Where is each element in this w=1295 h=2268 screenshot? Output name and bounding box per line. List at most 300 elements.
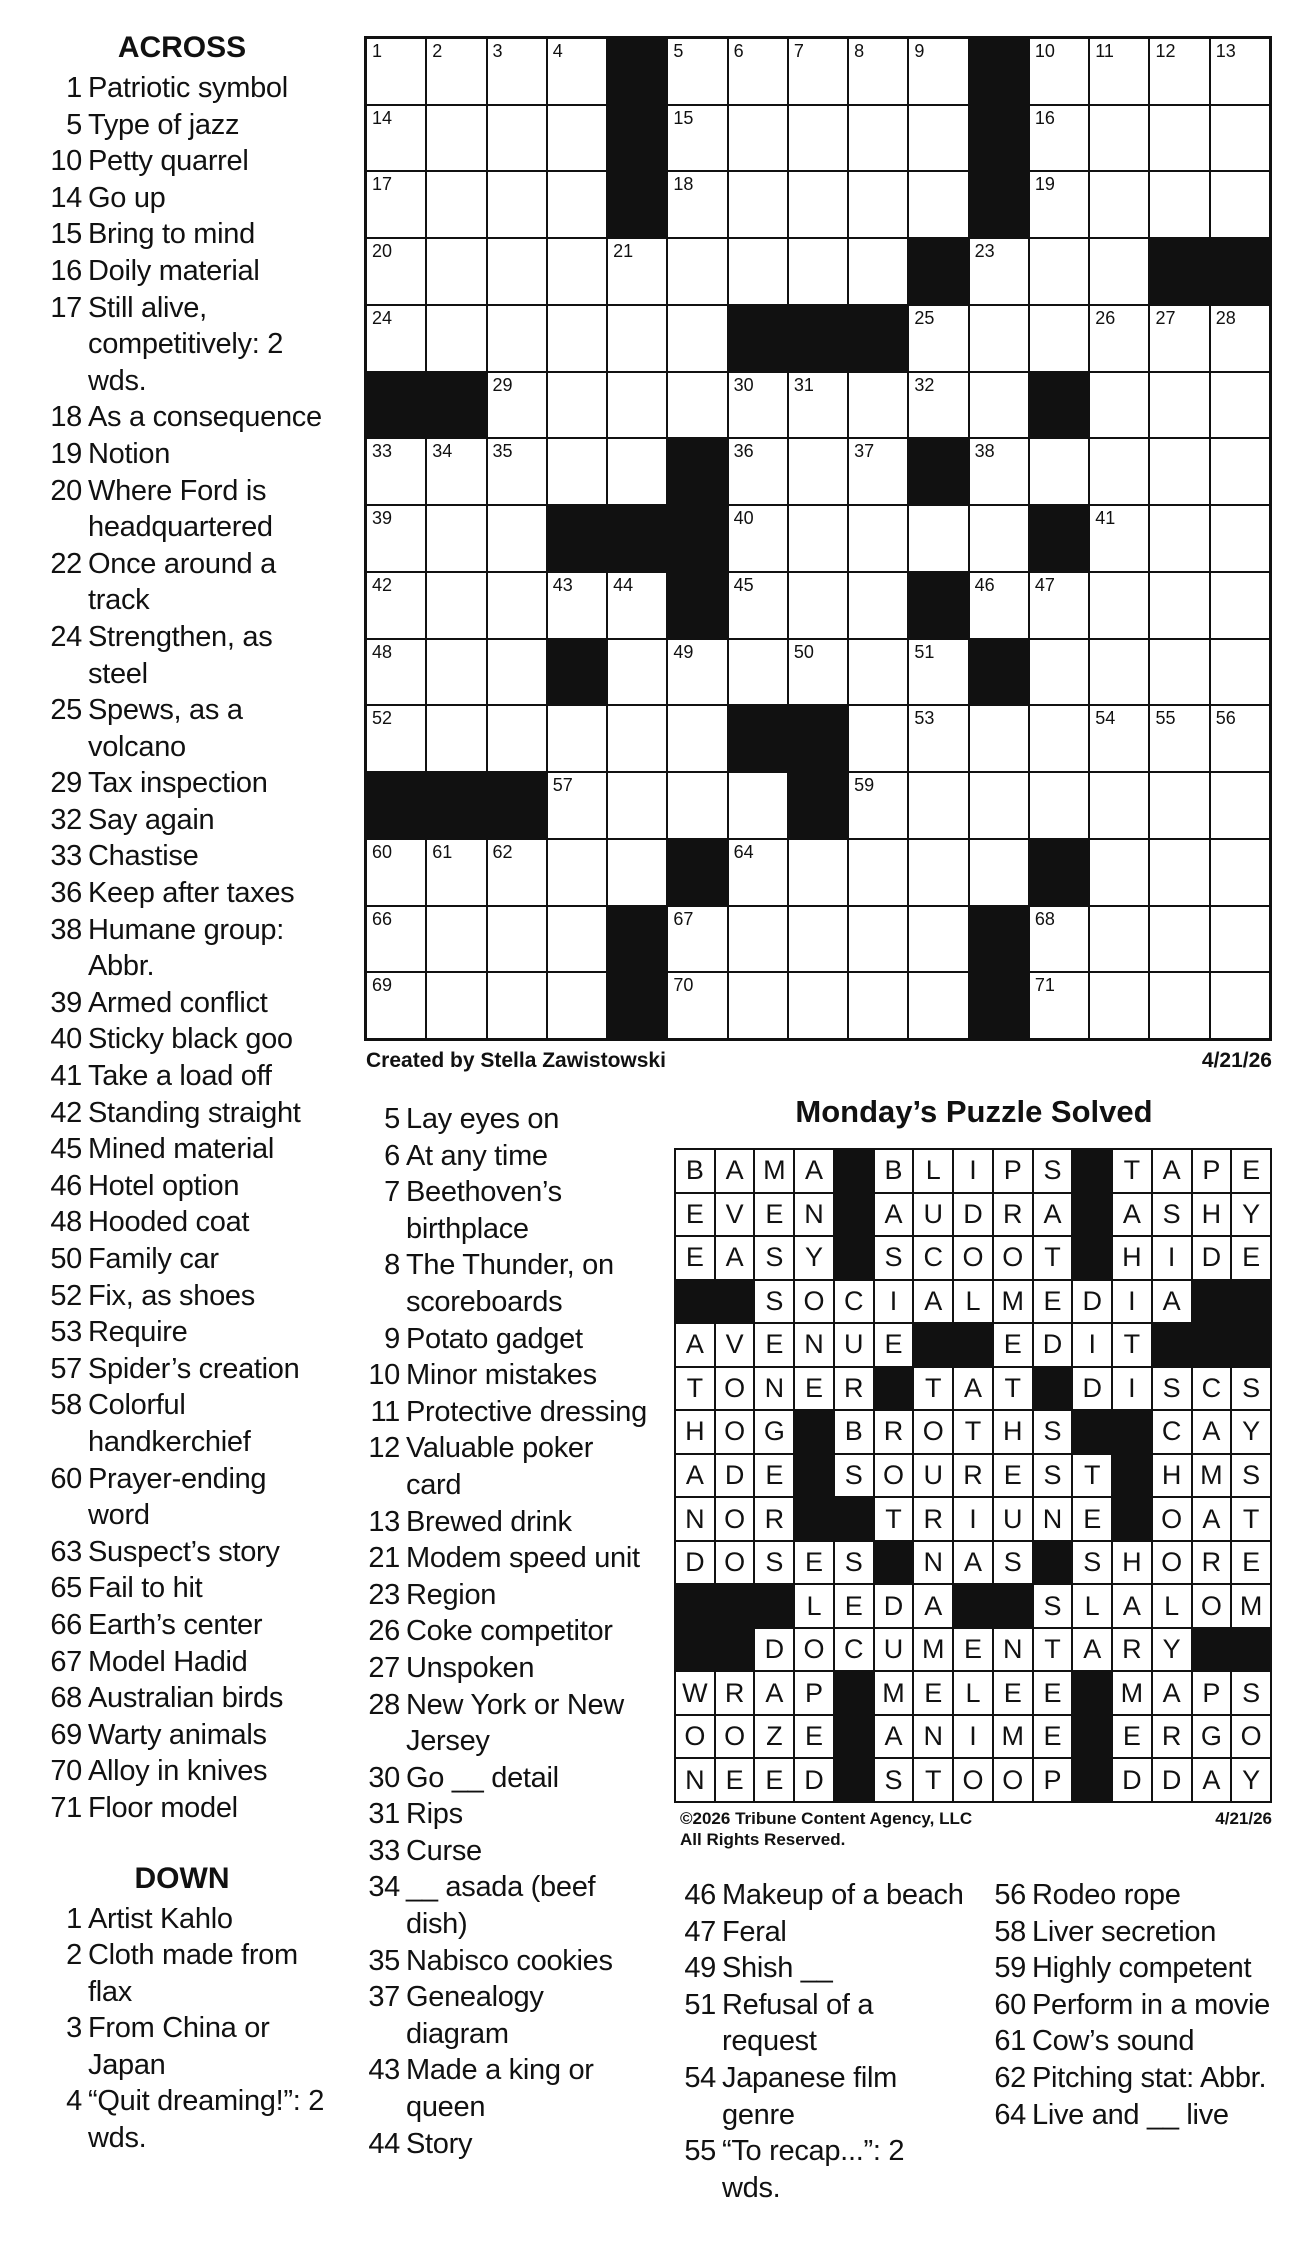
- grid-cell[interactable]: [1211, 106, 1271, 173]
- grid-cell[interactable]: [729, 840, 789, 907]
- grid-cell[interactable]: [849, 640, 909, 707]
- black-square: [608, 172, 668, 239]
- grid-cell[interactable]: [668, 106, 728, 173]
- grid-cell[interactable]: [909, 773, 969, 840]
- cell-number: 9: [914, 41, 925, 61]
- solution-black-square: [1232, 1281, 1272, 1325]
- solution-cell: [914, 1237, 954, 1281]
- down-clue-11: [350, 1394, 650, 1431]
- grid-cell[interactable]: [1150, 506, 1210, 573]
- solution-cell: [755, 1498, 795, 1542]
- clue-text: Perform in a movie: [1032, 1988, 1270, 2021]
- grid-cell[interactable]: [849, 39, 909, 106]
- grid-cell[interactable]: [608, 840, 668, 907]
- down-clue-27: [350, 1650, 650, 1687]
- solution-black-square: [1034, 1368, 1074, 1412]
- grid-cell[interactable]: [668, 373, 728, 440]
- grid-cell[interactable]: [1211, 506, 1271, 573]
- clue-number: 37: [368, 1981, 400, 2014]
- grid-cell[interactable]: [668, 39, 728, 106]
- grid-cell[interactable]: [970, 306, 1030, 373]
- grid-cell[interactable]: [849, 573, 909, 640]
- grid-cell[interactable]: [608, 706, 668, 773]
- solution-letter: D: [804, 1764, 824, 1795]
- grid-cell[interactable]: [427, 640, 487, 707]
- grid-cell[interactable]: [548, 773, 608, 840]
- solution-letter: E: [1043, 1677, 1062, 1708]
- solution-cell: [1153, 1237, 1193, 1281]
- solution-cell: [716, 1759, 756, 1803]
- grid-cell[interactable]: [849, 239, 909, 306]
- solution-cell: [1232, 1498, 1272, 1542]
- solution-black-square: [835, 1194, 875, 1238]
- clue-text: Mined material: [88, 1133, 274, 1166]
- grid-cell[interactable]: [488, 840, 548, 907]
- grid-cell[interactable]: [1030, 973, 1090, 1040]
- grid-cell[interactable]: [608, 640, 668, 707]
- grid-cell[interactable]: [1030, 39, 1090, 106]
- grid-cell[interactable]: [1030, 706, 1090, 773]
- clue-number: 56: [994, 1879, 1026, 1911]
- grid-cell[interactable]: [427, 506, 487, 573]
- solution-letter: O: [724, 1547, 746, 1578]
- across-clue-42: [32, 1095, 332, 1132]
- grid-cell[interactable]: [427, 840, 487, 907]
- solution-letter: N: [923, 1721, 943, 1752]
- grid-cell[interactable]: [1211, 907, 1271, 974]
- cell-number: 57: [552, 775, 573, 796]
- grid-cell[interactable]: [668, 640, 728, 707]
- grid-cell[interactable]: [488, 172, 548, 239]
- grid-cell[interactable]: [1090, 506, 1150, 573]
- grid-cell[interactable]: [729, 172, 789, 239]
- solution-cell: [994, 1759, 1034, 1803]
- clue-number: 32: [50, 803, 82, 836]
- grid-cell[interactable]: [548, 573, 608, 640]
- grid-cell[interactable]: [729, 39, 789, 106]
- grid-cell[interactable]: [1150, 840, 1210, 907]
- grid-cell[interactable]: [668, 306, 728, 373]
- grid-cell[interactable]: [909, 640, 969, 707]
- grid-cell[interactable]: [488, 106, 548, 173]
- grid-cell[interactable]: [608, 573, 668, 640]
- grid-cell[interactable]: [367, 106, 427, 173]
- grid-cell[interactable]: [1030, 573, 1090, 640]
- solution-black-square: [1193, 1629, 1233, 1673]
- grid-cell[interactable]: [488, 39, 548, 106]
- grid-cell[interactable]: [488, 907, 548, 974]
- grid-cell[interactable]: [488, 706, 548, 773]
- grid-cell[interactable]: [1030, 106, 1090, 173]
- solution-cell: [716, 1455, 756, 1499]
- grid-cell[interactable]: [789, 973, 849, 1040]
- grid-cell[interactable]: [789, 439, 849, 506]
- solution-letter: P: [1202, 1677, 1221, 1708]
- grid-cell[interactable]: [849, 907, 909, 974]
- clue-text: Go up: [88, 181, 166, 214]
- grid-cell[interactable]: [970, 573, 1030, 640]
- grid-cell[interactable]: [548, 907, 608, 974]
- grid-cell[interactable]: [427, 973, 487, 1040]
- grid-cell[interactable]: [488, 640, 548, 707]
- clue-text: Tax inspection: [88, 767, 268, 800]
- grid-cell[interactable]: [729, 106, 789, 173]
- grid-cell[interactable]: [1211, 39, 1271, 106]
- solution-cell: [1073, 1542, 1113, 1586]
- solution-letter: D: [883, 1590, 904, 1621]
- clue-text: Protective dressing: [406, 1395, 647, 1428]
- solution-cell: [1113, 1759, 1153, 1803]
- grid-cell[interactable]: [1030, 773, 1090, 840]
- solution-cell: [835, 1368, 875, 1412]
- clue-text: Feral: [722, 1915, 787, 1948]
- solution-letter: S: [765, 1285, 784, 1316]
- solution-title: Monday’s Puzzle Solved: [795, 1094, 1153, 1129]
- grid-cell[interactable]: [1211, 973, 1271, 1040]
- black-square: [608, 39, 668, 106]
- solution-letter: S: [1043, 1155, 1062, 1186]
- grid-cell[interactable]: [849, 439, 909, 506]
- solution-cell: [795, 1368, 835, 1412]
- grid-cell[interactable]: [789, 840, 849, 907]
- cell-number: 18: [673, 174, 694, 195]
- grid-cell[interactable]: [789, 506, 849, 573]
- grid-cell[interactable]: [789, 640, 849, 707]
- solution-letter: I: [1167, 1242, 1176, 1273]
- grid-cell[interactable]: [849, 973, 909, 1040]
- grid-cell[interactable]: [909, 306, 969, 373]
- down-clue-56: [976, 1877, 1276, 1914]
- grid-cell[interactable]: [1211, 373, 1271, 440]
- black-square: [548, 506, 608, 573]
- grid-cell[interactable]: [849, 373, 909, 440]
- clue-text: New York or New Jersey: [406, 1688, 624, 1758]
- solution-cell: [994, 1498, 1034, 1542]
- black-square: [789, 706, 849, 773]
- grid-cell[interactable]: [488, 306, 548, 373]
- solution-letter: E: [1003, 1459, 1022, 1490]
- grid-cell[interactable]: [668, 973, 728, 1040]
- grid-cell[interactable]: [427, 239, 487, 306]
- down-clues-col2: [350, 1101, 650, 2162]
- down-clue-2: [32, 1937, 332, 2010]
- grid-cell[interactable]: [548, 172, 608, 239]
- solution-letter: U: [883, 1634, 904, 1665]
- grid-cell[interactable]: [909, 973, 969, 1040]
- grid-cell[interactable]: [548, 239, 608, 306]
- grid-cell[interactable]: [849, 106, 909, 173]
- solution-letter: E: [1003, 1329, 1022, 1360]
- grid-cell[interactable]: [608, 439, 668, 506]
- grid-cell[interactable]: [1150, 172, 1210, 239]
- grid-cell[interactable]: [1030, 640, 1090, 707]
- grid-cell[interactable]: [427, 39, 487, 106]
- grid-cell[interactable]: [729, 907, 789, 974]
- solution-letter: M: [763, 1155, 786, 1186]
- grid-cell[interactable]: [1030, 439, 1090, 506]
- clue-text: Fail to hit: [88, 1572, 203, 1605]
- grid-cell[interactable]: [1030, 907, 1090, 974]
- grid-cell[interactable]: [1150, 439, 1210, 506]
- grid-cell[interactable]: [1030, 239, 1090, 306]
- down-clue-43: [350, 2052, 650, 2125]
- grid-cell[interactable]: [548, 306, 608, 373]
- grid-cell[interactable]: [1090, 439, 1150, 506]
- grid-cell[interactable]: [970, 439, 1030, 506]
- black-square: [608, 973, 668, 1040]
- grid-cell[interactable]: [488, 439, 548, 506]
- grid-cell[interactable]: [367, 907, 427, 974]
- solution-cell: [875, 1716, 915, 1760]
- grid-cell[interactable]: [1150, 306, 1210, 373]
- grid-cell[interactable]: [668, 706, 728, 773]
- solution-letter: T: [885, 1503, 902, 1534]
- grid-cell[interactable]: [427, 439, 487, 506]
- grid-cell[interactable]: [367, 840, 427, 907]
- solution-letter: B: [685, 1155, 704, 1186]
- grid-cell[interactable]: [909, 373, 969, 440]
- solution-letter: O: [724, 1503, 746, 1534]
- grid-cell[interactable]: [1150, 907, 1210, 974]
- grid-cell[interactable]: [729, 773, 789, 840]
- grid-cell[interactable]: [367, 573, 427, 640]
- down-clue-9: [350, 1321, 650, 1358]
- grid-cell[interactable]: [427, 907, 487, 974]
- grid-cell[interactable]: [427, 306, 487, 373]
- grid-cell[interactable]: [367, 506, 427, 573]
- grid-cell[interactable]: [1211, 306, 1271, 373]
- grid-cell[interactable]: [789, 907, 849, 974]
- grid-cell[interactable]: [668, 172, 728, 239]
- grid-cell[interactable]: [970, 840, 1030, 907]
- black-square: [1150, 239, 1210, 306]
- grid-cell[interactable]: [1090, 773, 1150, 840]
- solution-letter: A: [963, 1547, 982, 1578]
- grid-cell[interactable]: [1090, 573, 1150, 640]
- solution-cell: [1232, 1672, 1272, 1716]
- grid-cell[interactable]: [1090, 907, 1150, 974]
- grid-cell[interactable]: [548, 39, 608, 106]
- puzzle-grid[interactable]: [364, 36, 1272, 1041]
- grid-cell[interactable]: [1150, 573, 1210, 640]
- cell-number: 6: [733, 41, 744, 61]
- grid-cell[interactable]: [909, 840, 969, 907]
- clue-number: 4: [66, 2085, 82, 2118]
- grid-cell[interactable]: [1090, 306, 1150, 373]
- solution-cell: [914, 1368, 954, 1412]
- grid-cell[interactable]: [1211, 773, 1271, 840]
- solution-letter: D: [1042, 1329, 1063, 1360]
- grid-cell[interactable]: [1150, 640, 1210, 707]
- grid-cell[interactable]: [488, 239, 548, 306]
- grid-cell[interactable]: [909, 106, 969, 173]
- across-clue-52: [32, 1278, 332, 1315]
- grid-cell[interactable]: [608, 306, 668, 373]
- grid-cell[interactable]: [488, 573, 548, 640]
- solution-cell: [1113, 1542, 1153, 1586]
- solution-letter: O: [724, 1372, 746, 1403]
- grid-cell[interactable]: [729, 373, 789, 440]
- grid-cell[interactable]: [729, 573, 789, 640]
- clue-number: 10: [50, 145, 82, 178]
- grid-cell[interactable]: [548, 973, 608, 1040]
- grid-cell[interactable]: [1090, 39, 1150, 106]
- grid-cell[interactable]: [1211, 840, 1271, 907]
- clue-number: 47: [684, 1915, 716, 1948]
- solution-letter: A: [765, 1677, 784, 1708]
- grid-cell[interactable]: [849, 773, 909, 840]
- solution-letter: O: [1240, 1721, 1262, 1752]
- clue-number: 60: [50, 1462, 82, 1495]
- grid-cell[interactable]: [1150, 773, 1210, 840]
- grid-cell[interactable]: [1150, 373, 1210, 440]
- solution-cell: [755, 1672, 795, 1716]
- cell-number: 30: [733, 374, 754, 395]
- grid-cell[interactable]: [367, 306, 427, 373]
- solution-letter: H: [685, 1416, 705, 1447]
- solution-cell: [835, 1281, 875, 1325]
- black-square: [367, 773, 427, 840]
- grid-cell[interactable]: [1030, 172, 1090, 239]
- grid-cell[interactable]: [729, 640, 789, 707]
- grid-cell[interactable]: [608, 373, 668, 440]
- clue-number: 67: [50, 1645, 82, 1678]
- grid-cell[interactable]: [970, 373, 1030, 440]
- grid-cell[interactable]: [548, 706, 608, 773]
- grid-cell[interactable]: [789, 106, 849, 173]
- grid-cell[interactable]: [1211, 172, 1271, 239]
- grid-cell[interactable]: [1090, 106, 1150, 173]
- grid-cell[interactable]: [729, 439, 789, 506]
- cell-number: 31: [793, 374, 814, 395]
- grid-cell[interactable]: [789, 373, 849, 440]
- grid-cell[interactable]: [789, 39, 849, 106]
- grid-cell[interactable]: [1090, 373, 1150, 440]
- grid-cell[interactable]: [427, 573, 487, 640]
- grid-cell[interactable]: [1211, 439, 1271, 506]
- solution-cell: [1113, 1324, 1153, 1368]
- grid-cell[interactable]: [1090, 973, 1150, 1040]
- solution-letter: V: [725, 1198, 744, 1229]
- solution-cell: [1153, 1498, 1193, 1542]
- grid-cell[interactable]: [367, 439, 427, 506]
- grid-cell[interactable]: [488, 506, 548, 573]
- grid-cell[interactable]: [488, 373, 548, 440]
- grid-cell[interactable]: [668, 907, 728, 974]
- grid-cell[interactable]: [608, 239, 668, 306]
- grid-cell[interactable]: [789, 172, 849, 239]
- grid-cell[interactable]: [849, 172, 909, 239]
- solution-letter: A: [685, 1329, 704, 1360]
- grid-cell[interactable]: [367, 172, 427, 239]
- grid-cell[interactable]: [1150, 706, 1210, 773]
- down-header: DOWN: [134, 1861, 230, 1895]
- grid-cell[interactable]: [789, 239, 849, 306]
- grid-cell[interactable]: [849, 706, 909, 773]
- across-clue-19: [32, 436, 332, 473]
- grid-cell[interactable]: [789, 573, 849, 640]
- grid-cell[interactable]: [1150, 106, 1210, 173]
- grid-cell[interactable]: [1150, 973, 1210, 1040]
- cell-number: 40: [733, 508, 754, 529]
- grid-cell[interactable]: [1090, 172, 1150, 239]
- grid-cell[interactable]: [427, 706, 487, 773]
- grid-cell[interactable]: [1090, 840, 1150, 907]
- grid-cell[interactable]: [909, 506, 969, 573]
- clue-text: Take a load off: [88, 1060, 272, 1093]
- grid-cell[interactable]: [909, 907, 969, 974]
- grid-cell[interactable]: [1090, 706, 1150, 773]
- grid-cell[interactable]: [729, 506, 789, 573]
- grid-cell[interactable]: [849, 840, 909, 907]
- grid-cell[interactable]: [668, 773, 728, 840]
- grid-cell[interactable]: [1211, 706, 1271, 773]
- grid-cell[interactable]: [608, 773, 668, 840]
- cell-number: 14: [372, 107, 393, 128]
- grid-cell[interactable]: [1211, 640, 1271, 707]
- grid-cell[interactable]: [729, 239, 789, 306]
- clue-text: Curse: [406, 1834, 482, 1867]
- grid-cell[interactable]: [427, 172, 487, 239]
- solution-letter: B: [844, 1416, 863, 1447]
- solution-cell: [795, 1672, 835, 1716]
- solution-cell: [994, 1629, 1034, 1673]
- solution-letter: H: [1122, 1242, 1142, 1273]
- solution-cell: [835, 1629, 875, 1673]
- grid-cell[interactable]: [548, 373, 608, 440]
- grid-cell[interactable]: [729, 973, 789, 1040]
- across-clue-25: [32, 692, 332, 765]
- solution-cell: [914, 1194, 954, 1238]
- grid-cell[interactable]: [548, 439, 608, 506]
- clue-text: Hooded coat: [88, 1206, 250, 1239]
- grid-cell[interactable]: [1150, 39, 1210, 106]
- grid-cell[interactable]: [1090, 640, 1150, 707]
- down-clue-list-1: [32, 1901, 332, 2157]
- grid-cell[interactable]: [1211, 573, 1271, 640]
- grid-cell[interactable]: [367, 973, 427, 1040]
- grid-cell[interactable]: [367, 39, 427, 106]
- grid-cell[interactable]: [1030, 306, 1090, 373]
- grid-cell[interactable]: [1090, 239, 1150, 306]
- grid-cell[interactable]: [909, 172, 969, 239]
- grid-cell[interactable]: [909, 39, 969, 106]
- grid-cell[interactable]: [668, 239, 728, 306]
- grid-cell[interactable]: [488, 973, 548, 1040]
- grid-cell[interactable]: [548, 840, 608, 907]
- grid-cell[interactable]: [970, 773, 1030, 840]
- grid-cell[interactable]: [970, 239, 1030, 306]
- grid-cell[interactable]: [367, 640, 427, 707]
- grid-cell[interactable]: [367, 706, 427, 773]
- clue-text: Fix, as shoes: [88, 1279, 255, 1312]
- grid-cell[interactable]: [849, 506, 909, 573]
- black-square: [970, 640, 1030, 707]
- cell-number: 48: [372, 641, 393, 662]
- grid-cell[interactable]: [970, 706, 1030, 773]
- grid-cell[interactable]: [970, 506, 1030, 573]
- grid-cell[interactable]: [367, 239, 427, 306]
- solution-cell: [1193, 1150, 1233, 1194]
- solution-black-square: [835, 1716, 875, 1760]
- clue-text: Minor mistakes: [406, 1359, 597, 1392]
- clue-number: 63: [50, 1535, 82, 1568]
- solution-letter: V: [725, 1329, 744, 1360]
- grid-cell[interactable]: [548, 106, 608, 173]
- copyright-line-2: All Rights Reserved.: [680, 1830, 846, 1849]
- grid-cell[interactable]: [909, 706, 969, 773]
- grid-cell[interactable]: [427, 106, 487, 173]
